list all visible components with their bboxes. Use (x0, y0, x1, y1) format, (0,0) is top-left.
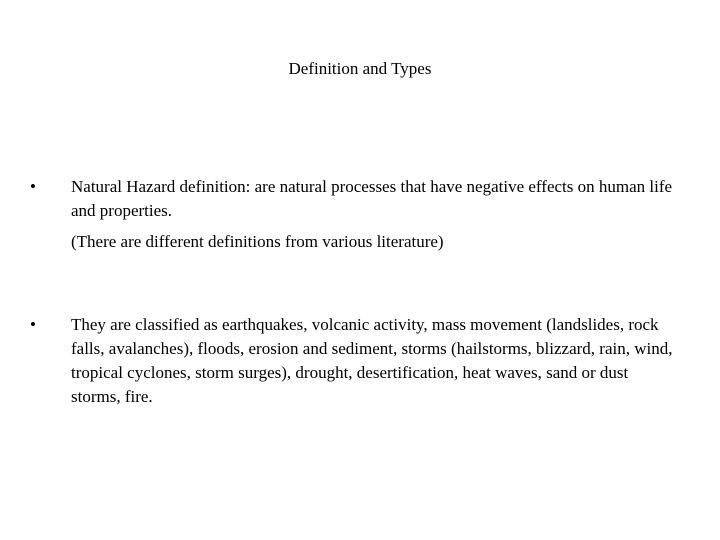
bullet-note: (There are different definitions from various literature) (71, 232, 444, 251)
bullet-text: Natural Hazard definition: are natural processes that have negative effects on human life and properties. (71, 177, 673, 220)
bullet-text: They are classified as earthquakes, volcanic activity, mass movement (landslides, rock falls, avalanches), floods, erosion and sediment, storms (hailstorms, blizzard, rain, wind, tropical cyclones, storm surges), drought, desertification, heat waves, sand or dust storms, fire. (71, 315, 673, 406)
bullet-types (30, 313, 680, 409)
bullet-definition (30, 175, 680, 254)
slide-title: Definition and Types (288, 59, 432, 78)
bullet-marker: • (30, 177, 36, 196)
bullet-marker: • (30, 315, 36, 334)
